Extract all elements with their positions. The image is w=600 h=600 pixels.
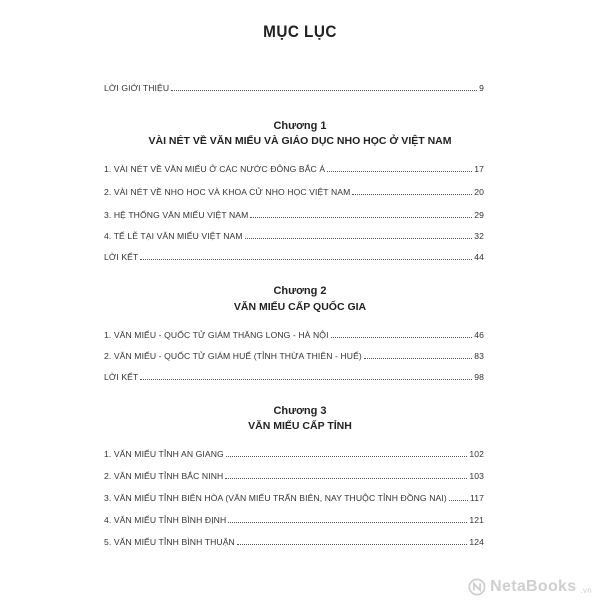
entry-label: 1. VÀI NÉT VỀ VĂN MIẾU Ở CÁC NƯỚC ĐÔNG BẮC Á: [104, 164, 326, 174]
entry-label: LỜI KẾT: [104, 372, 139, 382]
chapter-number: Chương 2: [273, 285, 327, 297]
dot-leader: [364, 358, 472, 359]
entry-page: 32: [474, 231, 484, 241]
entry-label: 2. VĂN MIẾU - QUỐC TỬ GIÁM HUẾ (TỈNH THỪA THIÊN - HUẾ): [104, 351, 362, 361]
entry-page: 121: [469, 515, 484, 525]
dot-leader: [225, 478, 467, 479]
dot-leader: [140, 259, 472, 260]
entry-page: 17: [474, 164, 484, 174]
toc-entry[interactable]: [104, 227, 484, 241]
toc-entry[interactable]: [104, 160, 484, 174]
chapter-title: VĂN MIẾU CẤP QUỐC GIA: [233, 301, 367, 313]
chapter-title: VĂN MIẾU CẤP TỈNH: [248, 420, 352, 432]
toc-entry[interactable]: [104, 347, 484, 361]
netabooks-logo-icon: [468, 578, 486, 596]
chapter-title: VÀI NÉT VỀ VĂN MIẾU VÀ GIÁO DỤC NHO HỌC Ở VIỆT NAM: [148, 135, 452, 147]
toc-entry[interactable]: [104, 489, 484, 503]
dot-leader: [327, 171, 472, 172]
entry-label: 3. VĂN MIẾU TỈNH BIÊN HÒA (VĂN MIẾU TRẤN BIÊN, NAY THUỘC TỈNH ĐỒNG NAI): [104, 493, 447, 503]
entry-label: LỜI KẾT: [104, 252, 139, 262]
toc-entry[interactable]: [104, 467, 484, 481]
toc-entry[interactable]: [104, 326, 484, 340]
entry-page: 20: [474, 187, 484, 197]
toc-entry[interactable]: [104, 445, 484, 459]
entry-page: 46: [474, 330, 484, 340]
entry-label: 1. VĂN MIẾU - QUỐC TỬ GIÁM THĂNG LONG - HÀ NỘI: [104, 330, 329, 340]
dot-leader: [352, 194, 472, 195]
entry-label: 1. VĂN MIẾU TỈNH AN GIANG: [104, 449, 224, 459]
toc-entry[interactable]: [104, 248, 484, 262]
entry-page: 83: [474, 351, 484, 361]
entry-page: 29: [474, 210, 484, 220]
entry-label: 2. VÀI NÉT VỀ NHO HỌC VÀ KHOA CỬ NHO HỌC VIỆT NAM: [104, 187, 351, 197]
page-title: MỤC LỤC: [263, 22, 337, 41]
chapter-number: Chương 3: [273, 405, 327, 417]
toc-entry[interactable]: [104, 368, 484, 382]
dot-leader: [331, 337, 473, 338]
entry-page: 102: [469, 449, 484, 459]
watermark-brand: NetaBooks: [490, 578, 577, 595]
entry-page: 44: [474, 252, 484, 262]
toc-entry[interactable]: [104, 511, 484, 525]
entry-label: 4. TẾ LỄ TẠI VĂN MIẾU VIỆT NAM: [104, 231, 243, 241]
toc-entry[interactable]: [104, 206, 484, 220]
toc-entry[interactable]: [104, 533, 484, 547]
entry-page: 124: [469, 537, 484, 547]
dot-leader: [245, 238, 473, 239]
chapter-number: Chương 1: [273, 120, 327, 132]
dot-leader: [171, 90, 477, 91]
entry-page: 98: [474, 372, 484, 382]
watermark-suffix: .vn: [580, 585, 592, 595]
entry-page: 103: [469, 471, 484, 481]
toc-entry[interactable]: [104, 183, 484, 197]
entry-page: 117: [470, 493, 484, 503]
dot-leader: [237, 544, 468, 545]
entry-label: 2. VĂN MIẾU TỈNH BẮC NINH: [104, 471, 224, 481]
toc-entry-intro[interactable]: [104, 79, 484, 93]
dot-leader: [228, 522, 467, 523]
entry-label: 4. VĂN MIẾU TỈNH BÌNH ĐỊNH: [104, 515, 227, 525]
dot-leader: [226, 456, 468, 457]
entry-label: LỜI GIỚI THIỆU: [104, 83, 170, 93]
dot-leader: [250, 217, 472, 218]
dot-leader: [140, 379, 472, 380]
watermark: [468, 578, 592, 596]
entry-page: 9: [479, 83, 484, 93]
entry-label: 5. VĂN MIẾU TỈNH BÌNH THUẬN: [104, 537, 235, 547]
entry-label: 3. HỆ THỐNG VĂN MIẾU VIỆT NAM: [104, 210, 249, 220]
dot-leader: [449, 500, 468, 501]
